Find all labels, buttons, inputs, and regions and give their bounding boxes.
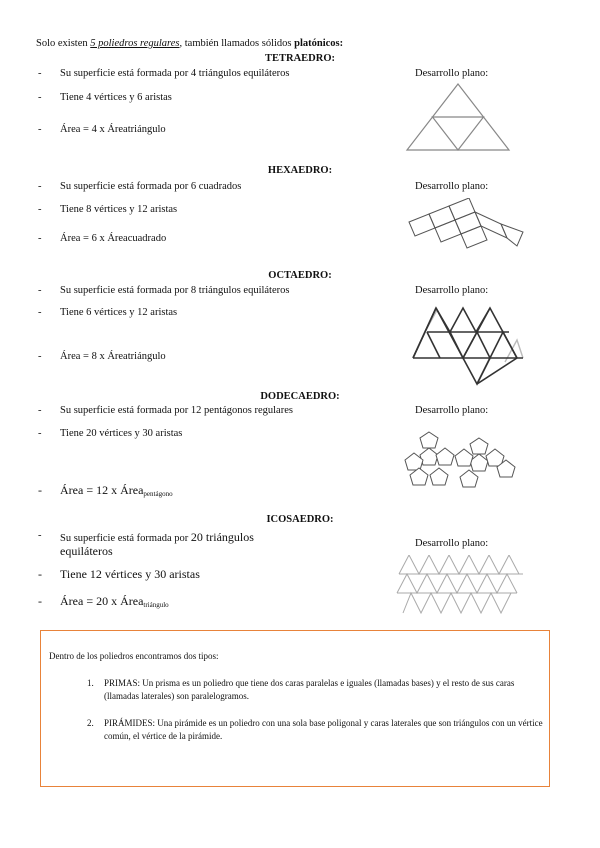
hexaedro-title: HEXAEDRO: (267, 165, 333, 176)
dodecaedro-net-figure (398, 420, 520, 492)
tetraedro-net-figure (405, 82, 515, 152)
intro-bold: platónicos: (294, 38, 344, 49)
box-intro: Dentro de los poliedros encontramos dos tipos: (49, 651, 219, 661)
intro-prefix: Solo existen (36, 38, 91, 49)
icosaedro-title: ICOSAEDRO: (266, 514, 334, 525)
dodecaedro-dev-label: Desarrollo plano: (415, 405, 489, 416)
tetraedro-title: TETRAEDRO: (264, 53, 335, 64)
intro-line (36, 38, 343, 49)
octaedro-title: OCTAEDRO: (268, 270, 332, 281)
hexaedro-dev-label: Desarrollo plano: (415, 181, 489, 192)
octaedro-net-figure (405, 300, 530, 390)
intro-middle: , también llamados sólidos (179, 38, 295, 49)
dodecaedro-title: DODECAEDRO: (260, 391, 340, 402)
octaedro-dev-label: Desarrollo plano: (415, 285, 489, 296)
icosaedro-dev-label: Desarrollo plano: (415, 538, 489, 549)
icosaedro-net-figure (395, 555, 527, 615)
intro-underlined: 5 poliedros regulares (90, 38, 180, 49)
hexaedro-net-figure (405, 198, 530, 258)
polyhedra-types-box: Dentro de los poliedros encontramos dos tipos: 1. PRIMAS: Un prisma es un poliedro que tiene dos caras paralelas e iguales (llamadas bases) y el resto de sus caras (llamadas laterales) son paralelogramos. 2. PIRÁMIDES: Una pirámide es un poliedro con una sola base poligonal y caras laterales que son triángulos con un vértice común, el vértice de la pirámide. (40, 630, 550, 787)
tetraedro-dev-label: Desarrollo plano: (415, 68, 489, 79)
